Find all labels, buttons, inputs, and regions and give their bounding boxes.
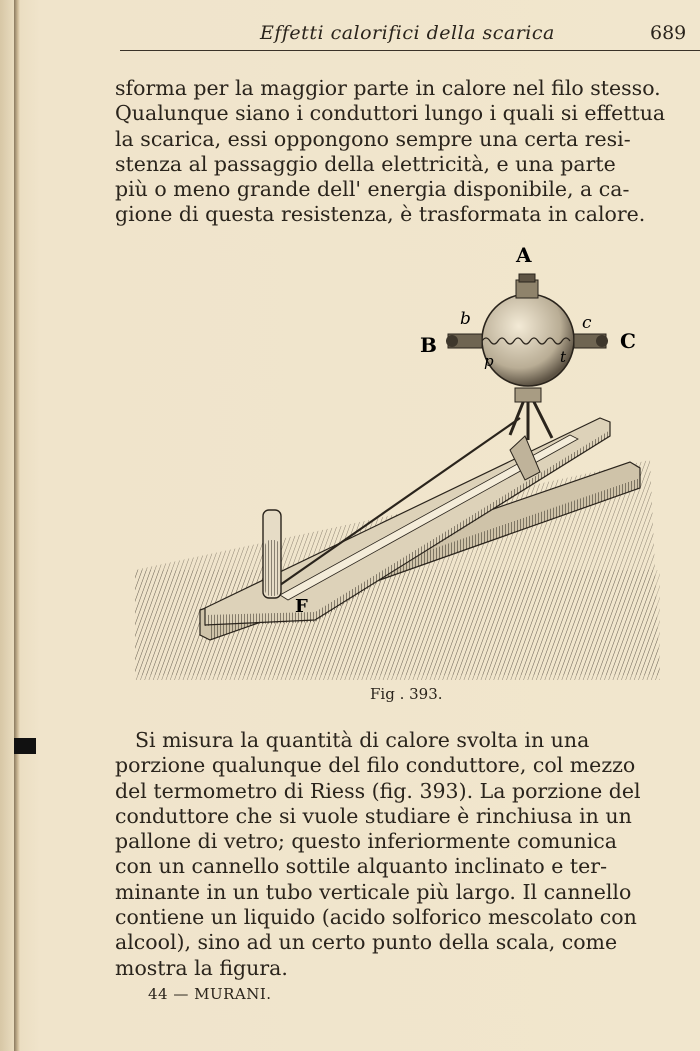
paragraph-2 [115,728,700,981]
paragraph-line: porzione qualunque del filo conduttore, col mezzo [115,753,636,778]
label-F: F [295,596,308,617]
label-p: p [484,352,494,370]
top-cap [516,280,538,298]
paragraph-line: alcool), sino ad un certo punto della scala, come [115,930,618,955]
label-b: b [460,309,471,329]
paragraph-line: del termometro di Riess (fig. 393). La porzione del [115,778,641,803]
riess-thermometer-illustration [130,240,700,680]
label-t: t [560,348,567,366]
label-C: C [620,329,636,353]
paragraph-line: Si misura la quantità di calore svolta in una [135,728,590,752]
paragraph-line: minante in un tubo verticale più largo. Il cannello [115,879,632,904]
signature-footer: 44 — MURANI. [148,985,272,1003]
paragraph-line: più o meno grande dell' energia disponibile, a ca- [115,177,630,202]
figure-caption: Fig . 393. [370,685,443,703]
paragraph-line: contiene un liquido (acido solforico mescolato con [115,905,637,930]
paragraph-line: pallone di vetro; questo inferiormente comunica [115,829,617,854]
paragraph-line: con un cannello sottile alquanto inclinato e ter- [115,854,608,879]
binding-mark [14,738,36,754]
paragraph-line: mostra la figura. [115,955,288,980]
paragraph-line: Qualunque siano i conduttori lungo i quali si effettua [115,101,666,126]
label-B: B [420,333,437,357]
label-c: c [582,313,592,333]
top-knob [519,274,535,282]
terminal-left-knob [446,335,458,347]
paragraph-line: sforma per la maggior parte in calore nel filo stesso. [115,76,661,100]
glass-ball [482,294,574,386]
label-A: A [516,243,532,267]
paragraph-line: stenza al passaggio della elettricità, e una parte [115,151,616,176]
paragraph-line: la scarica, essi oppongono sempre una certa resi- [115,126,631,151]
stand-collar [515,388,541,402]
paragraph-line: gione di questa resistenza, è trasformata in calore. [115,202,646,227]
tube-liquid [265,540,279,596]
page-number: 689 [650,22,687,44]
paragraph-line: conduttore che si vuole studiare è rinchiusa in un [115,803,632,828]
running-title: Effetti calorifici della scarica [260,22,555,44]
page-spine [14,0,20,1051]
paragraph-1 [115,76,700,228]
page-header [120,22,700,51]
terminal-right-knob [596,335,608,347]
